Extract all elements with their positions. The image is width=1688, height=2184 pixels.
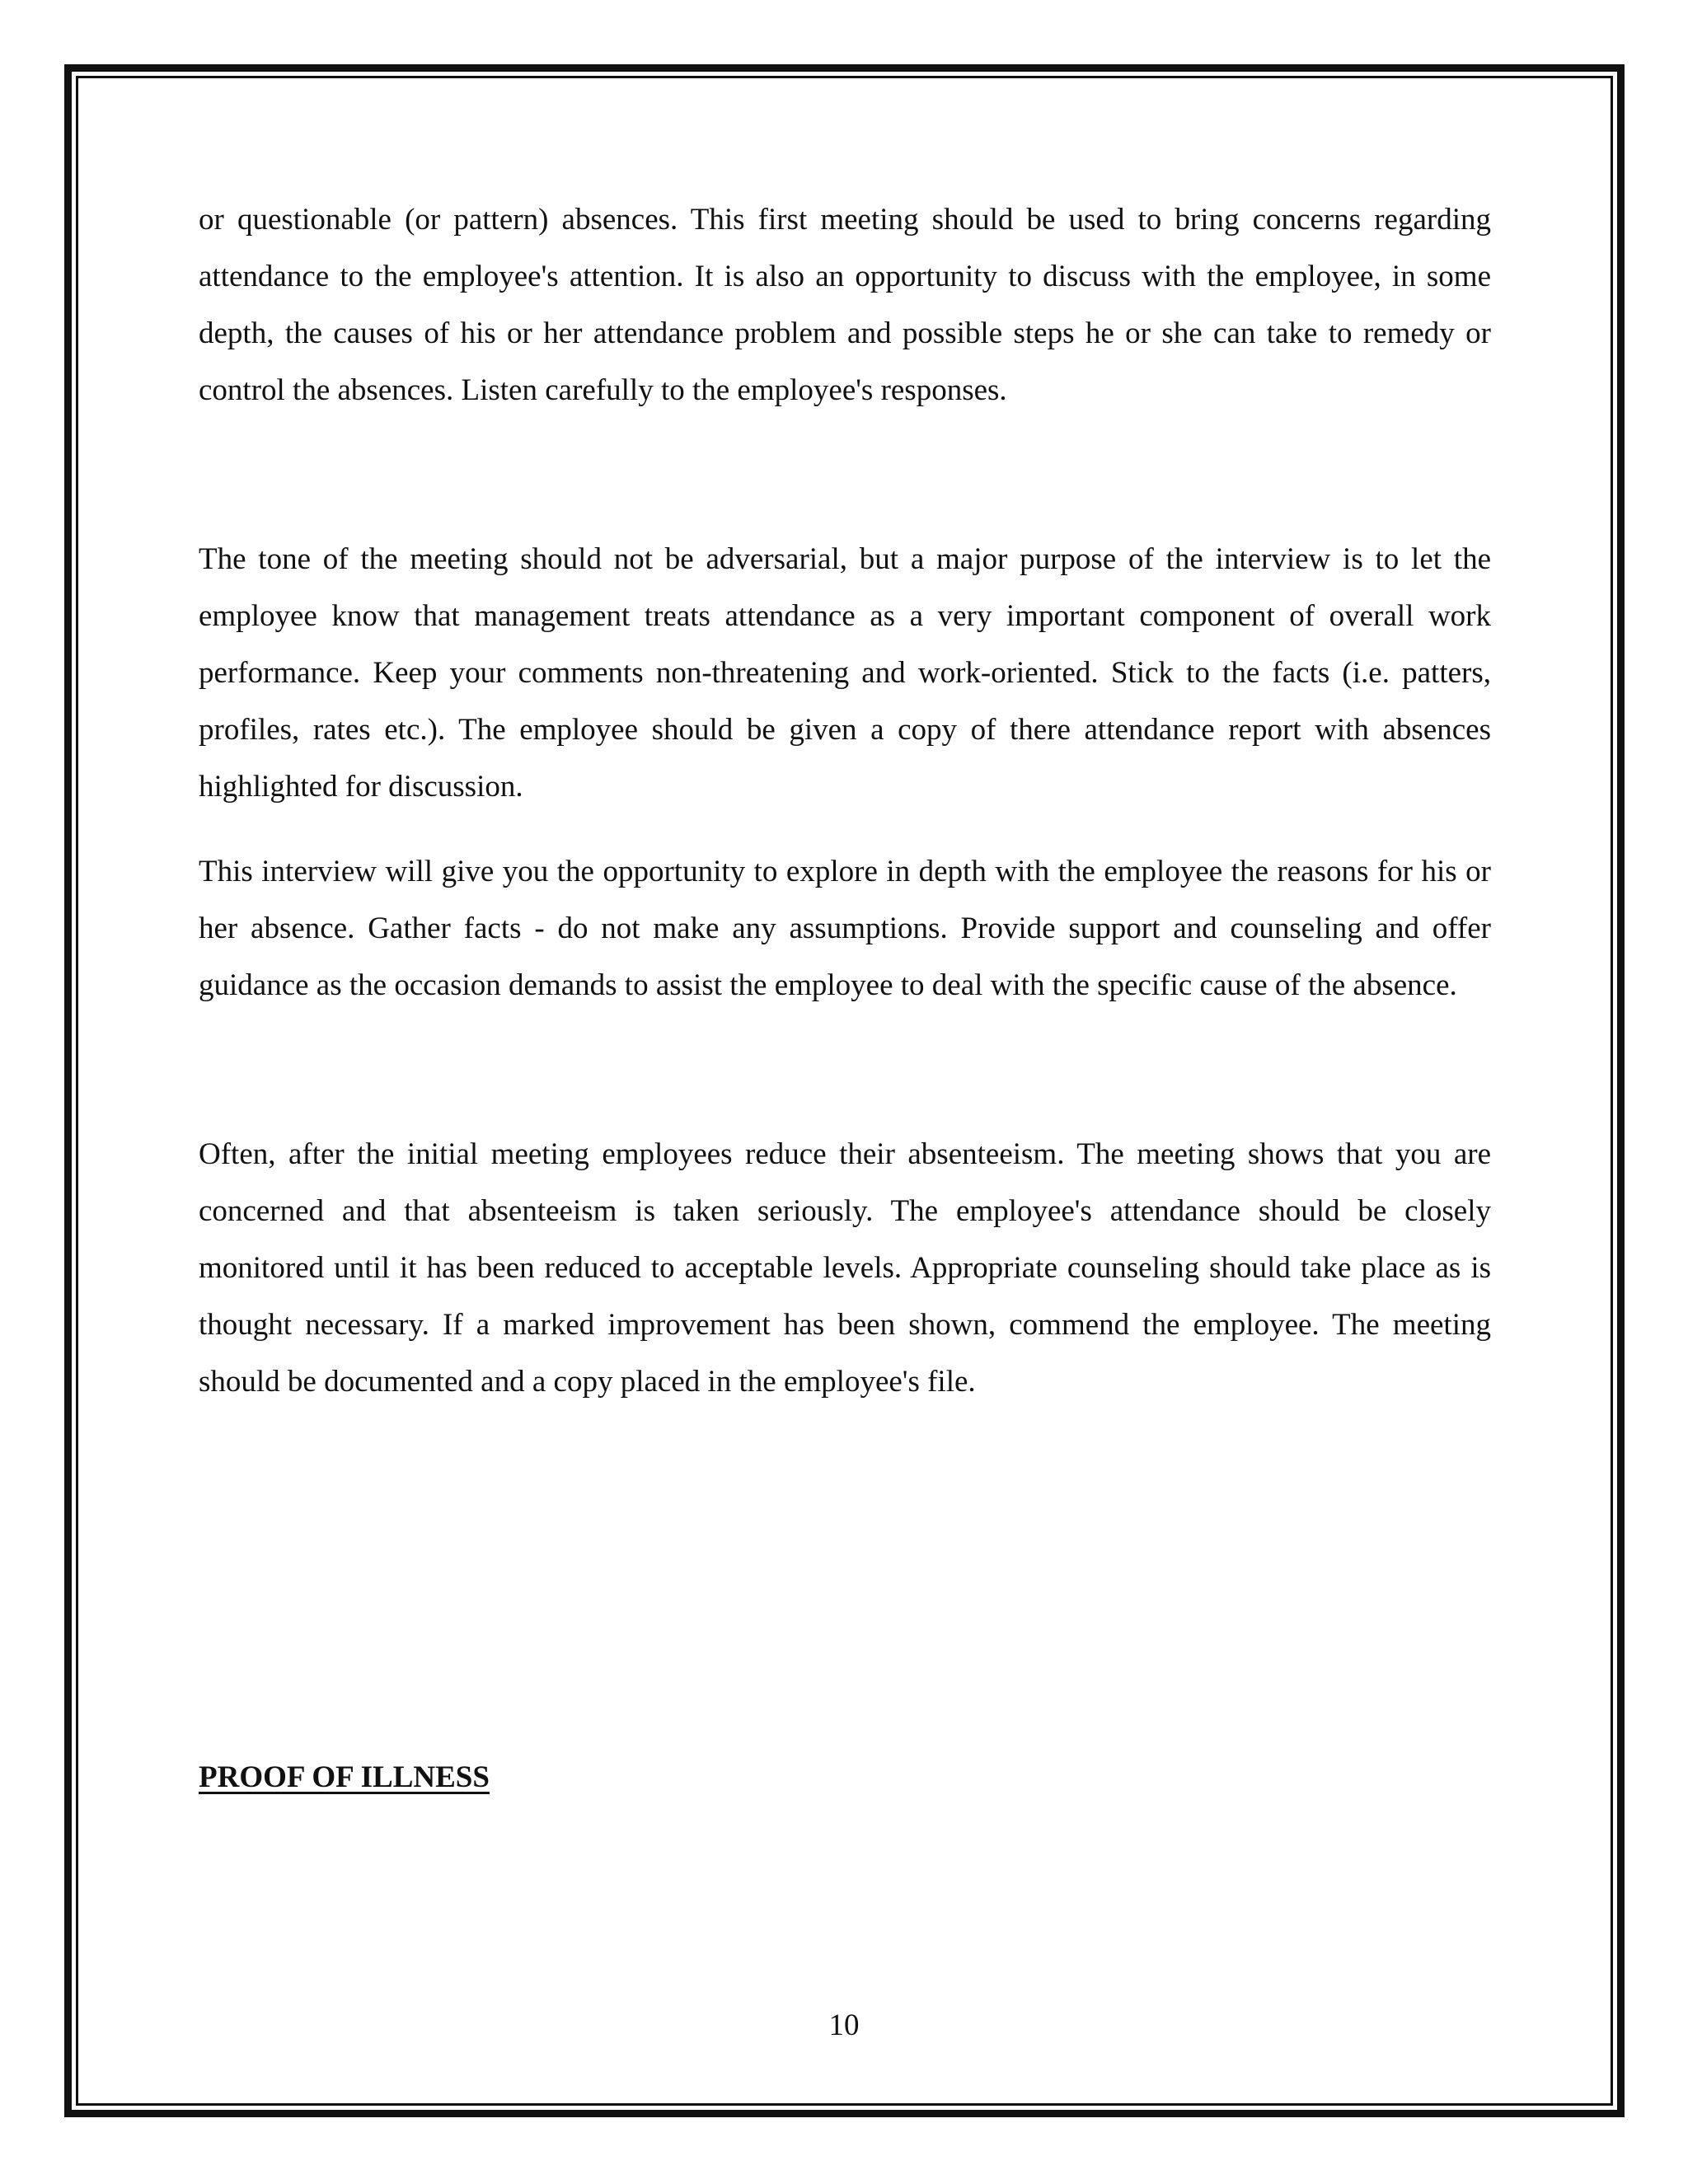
paragraph-after-meeting: Often, after the initial meeting employees reduce their absenteeism. The meeting shows that you are concerned and that absenteeism is taken seriously. The employee's attendance should be closely monitored until it has been reduced to acceptable levels. Appropriate counseling should take place as is thought necessary. If a marked improvement has been shown, commend the employee. The meeting should be documented and a copy placed in the employee's file. bbox=[199, 1137, 1491, 1399]
paragraph-meeting-tone: The tone of the meeting should not be adversarial, but a major purpose of the interview is to let the employee know that management treats attendance as a very important component of overall work performance. Keep your comments non-threatening and work-oriented. Stick to the facts (i.e. patters, profiles, rates etc.). The employee should be given a copy of there attendance report with absences highlighted for discussion. bbox=[199, 542, 1491, 804]
paragraph-meeting-purpose: or questionable (or pattern) absences. This first meeting should be used to bring concerns regarding attendance to the employee's attention. It is also an opportunity to discuss with the employee, in some depth, the causes of his or her attendance problem and possible steps he or she can take to remedy or control the absences. Listen carefully to the employee's responses. bbox=[199, 203, 1491, 407]
paragraph-interview-opportunity: This interview will give you the opportunity to explore in depth with the employee the reasons for his or her absence. Gather facts - do not make any assumptions. Provide support and counseling and offer guidance as the occasion demands to assist the employee to deal with the specific cause of the absence. bbox=[199, 855, 1491, 1002]
section-heading-proof-of-illness: PROOF OF ILLNESS bbox=[199, 1760, 490, 1794]
document-body bbox=[199, 191, 1491, 1410]
page-number: 10 bbox=[828, 2008, 860, 2042]
